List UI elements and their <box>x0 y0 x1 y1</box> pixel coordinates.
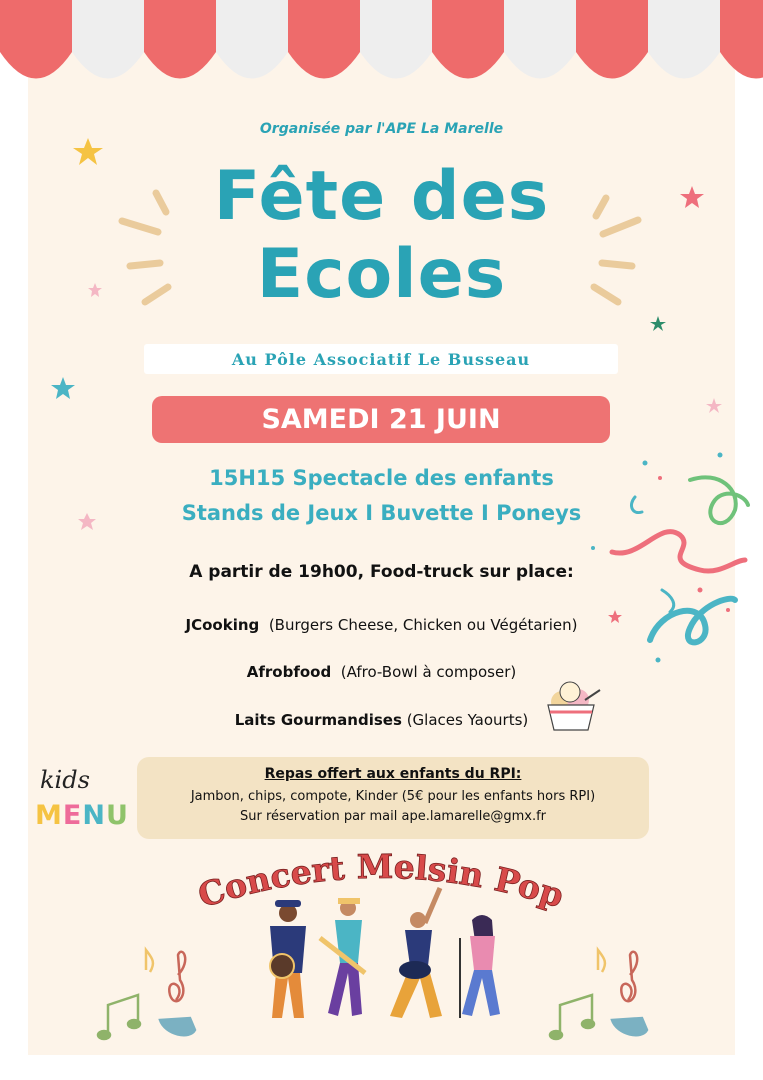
food-truck-name: Laits Gourmandises <box>234 711 402 729</box>
menu-letter: E <box>62 800 83 831</box>
venue-text: Au Pôle Associatif Le Busseau <box>231 350 531 369</box>
kids-menu-line-2: Sur réservation par mail ape.lamarelle@gmx.fr <box>239 809 546 824</box>
food-truck-detail: (Glaces Yaourts) <box>406 711 529 729</box>
food-truck-name: JCooking <box>185 616 260 634</box>
program-line-2: Stands de Jeux I Buvette I Poneys <box>181 501 582 525</box>
date-text: SAMEDI 21 JUIN <box>261 404 501 435</box>
title-line-2: Ecoles <box>256 235 507 314</box>
menu-letter: U <box>105 800 129 831</box>
food-truck-detail: (Burgers Cheese, Chicken ou Végétarien) <box>268 616 578 634</box>
title-line-1: Fête des <box>213 157 550 236</box>
menu-badge-word <box>35 800 129 831</box>
concert-section <box>190 838 580 1038</box>
menu-letter: N <box>82 800 106 831</box>
organiser-text: Organisée par l'APE La Marelle <box>259 121 504 137</box>
food-intro: A partir de 19h00, Food-truck sur place: <box>189 562 574 582</box>
food-truck-item <box>0 711 763 729</box>
food-truck-item <box>0 663 763 681</box>
food-truck-name: Afrobfood <box>246 663 332 681</box>
page-title <box>0 158 763 314</box>
program-line-1: 15H15 Spectacle des enfants <box>209 466 554 490</box>
star-icon <box>650 316 666 331</box>
kids-menu-title: Repas offert aux enfants du RPI: <box>264 766 522 782</box>
kids-badge-word: kids <box>40 766 90 794</box>
menu-letters <box>35 800 129 831</box>
food-truck-detail: (Afro-Bowl à composer) <box>340 663 517 681</box>
star-icon <box>706 398 722 413</box>
music-notes-icon <box>98 950 195 1039</box>
star-icon <box>51 377 75 399</box>
food-truck-item <box>0 616 763 634</box>
band-illustration <box>270 888 500 1018</box>
kids-menu-line-1: Jambon, chips, compote, Kinder (5€ pour les enfants hors RPI) <box>190 789 596 804</box>
concert-title: Concert Melsin Pop <box>193 846 569 916</box>
menu-letter: M <box>35 800 63 831</box>
